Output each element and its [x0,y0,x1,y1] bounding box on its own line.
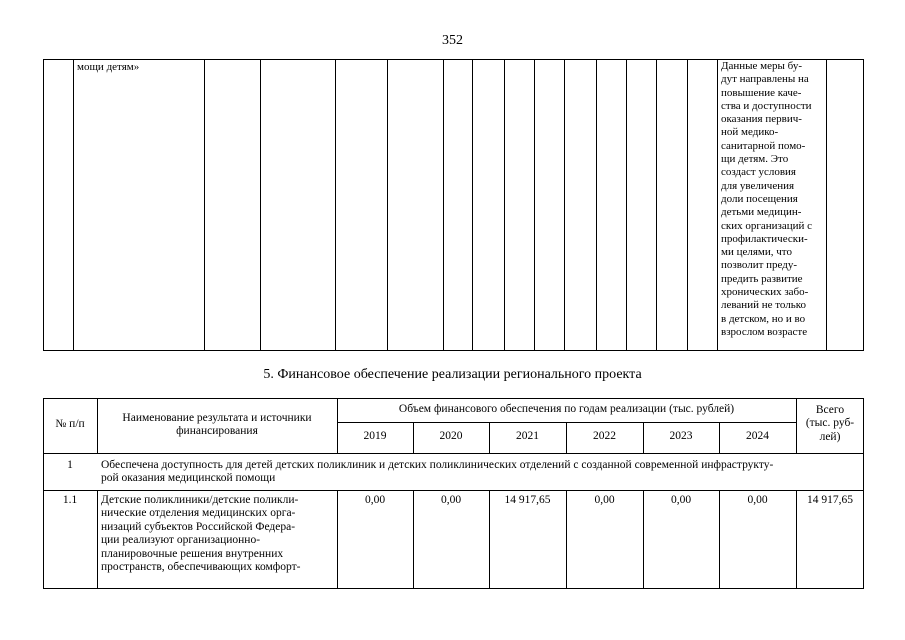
column-divider [73,59,74,351]
year-2019: 2019 [363,430,387,442]
value-2021: 14 917,65 [504,494,551,506]
column-divider [260,59,261,351]
section-row-text: Обеспечена доступность для детей детских поликлиник и детских поликлинических отделений с созданной современной инфраструкту- рой оказания медицинской помощи [101,459,774,485]
header-volume: Объем финансового обеспечения по годам реализации (тыс. рублей) [398,403,735,415]
header-num: № п/п [55,418,85,430]
year-2023: 2023 [669,430,693,442]
header-bottom-line [43,453,864,454]
row-divider [43,490,864,491]
column-divider [335,59,336,351]
column-divider [534,59,535,351]
column-divider [826,59,827,351]
value-2022: 0,00 [594,494,615,506]
year-2024: 2024 [746,430,769,442]
value-2024: 0,00 [747,494,768,506]
year-2021: 2021 [516,430,539,442]
page-number: 352 [442,33,463,48]
column-divider [656,59,657,351]
column-divider [204,59,205,351]
data-row-num: 1.1 [62,494,78,506]
column-divider [626,59,627,351]
header-name: Наименование результата и источники финансирования [122,412,312,438]
column-divider [387,59,388,351]
value-2023: 0,00 [670,494,692,506]
data-row-name: Детские поликлиники/детские поликли- нические отделения медицинских орга- низаций субъектов Российской Федера- ции реализуют организационно- планировочные решения внутренних пространств, обеспечивающих комфорт- [101,494,301,574]
section-row-num: 1 [67,459,73,471]
column-divider [472,59,473,351]
value-2019: 0,00 [364,494,386,506]
column-divider [443,59,444,351]
note-text: Данные меры бу- дут направлены на повышение каче- ства и доступности оказания первич- ной медико- санитарной помо- щи детям. Это создаст условия для увеличения доли посещения детьми медицин- ских организаций с профилактически- ми целями, что позволит преду- предить развитие хронических забо- леваний не только в детском, но и во взрослом возрасте [721,60,813,338]
column-divider [564,59,565,351]
column-divider [504,59,505,351]
cell-text: мощи детям» [77,61,140,73]
column-divider [717,59,718,351]
column-divider [596,59,597,351]
value-2020: 0,00 [440,494,462,506]
section-title: 5. Финансовое обеспечение реализации регионального проекта [263,367,642,382]
year-2022: 2022 [593,430,616,442]
value-total: 14 917,65 [807,494,853,506]
column-divider [687,59,688,351]
year-2020: 2020 [439,430,463,442]
header-total: Всего (тыс. руб- лей) [805,404,855,443]
column-divider [97,490,98,589]
